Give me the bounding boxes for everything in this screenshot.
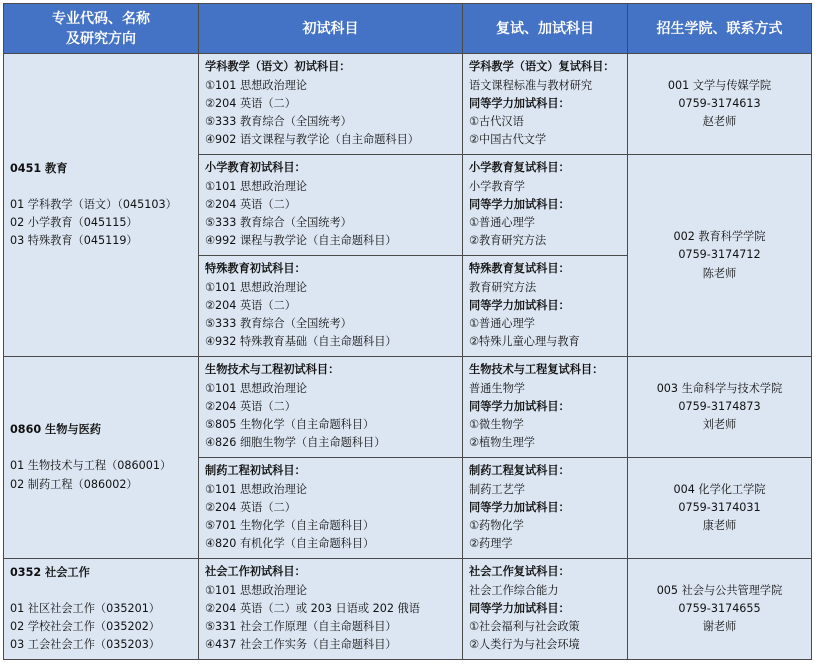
table-row [4, 357, 812, 458]
initial-subject-item: ⑤701 生物化学（自主命题科目） [205, 519, 375, 533]
initial-subjects-title: 生物技术与工程初试科目： [205, 363, 340, 377]
extra-subjects-title: 同等学力加试科目： [469, 197, 570, 211]
initial-subjects-title: 小学教育初试科目： [205, 161, 306, 175]
extra-subject-item: ①微生物学 [469, 418, 524, 432]
initial-subject-item: ⑤331 社会工作原理（自主命题科目） [205, 620, 397, 634]
initial-subject-item: ④820 有机化学（自主命题科目） [205, 537, 375, 551]
retest-subjects-title: 制药工程复试科目： [469, 464, 570, 478]
major-direction: 01 学科教学（语文）（045103） [10, 197, 177, 211]
retest-subject-item: 普通生物学 [469, 381, 525, 395]
initial-subject-item: ①101 思想政治理论 [205, 381, 308, 395]
college-phone: 0759-3174712 [678, 248, 761, 262]
college-phone: 0759-3174655 [678, 601, 761, 615]
college-contact: 陈老师 [702, 266, 737, 280]
initial-subject-item: ④437 社会工作实务（自主命题科目） [205, 638, 397, 652]
college-phone: 0759-3174031 [678, 500, 761, 514]
initial-subjects-cell [199, 256, 463, 357]
retest-subjects-cell [463, 458, 628, 559]
retest-subjects-cell [463, 357, 628, 458]
initial-subject-item: ②204 英语（二） [205, 500, 296, 514]
college-name: 005 社会与公共管理学院 [656, 583, 783, 597]
header-major-line1: 专业代码、名称 [52, 10, 150, 27]
initial-subject-item: ②204 英语（二） [205, 96, 296, 110]
college-name: 004 化学化工学院 [673, 482, 766, 496]
retest-subjects-cell [463, 155, 628, 256]
extra-subject-item: ①药物化学 [469, 519, 524, 533]
extra-subject-item: ②植物生理学 [469, 436, 535, 450]
initial-subject-item: ①101 思想政治理论 [205, 583, 308, 597]
extra-subject-item: ②药理学 [469, 537, 513, 551]
initial-subject-item: ⑤333 教育综合（全国统考） [205, 317, 352, 331]
extra-subject-item: ②教育研究方法 [469, 234, 547, 248]
extra-subjects-title: 同等学力加试科目： [469, 601, 570, 615]
major-cell [4, 559, 199, 660]
initial-subjects-cell [199, 155, 463, 256]
retest-subject-item: 语文课程标准与教材研究 [469, 78, 593, 92]
retest-subjects-cell [463, 559, 628, 660]
college-cell [628, 559, 812, 660]
major-direction: 01 社区社会工作（035201） [10, 601, 160, 615]
initial-subjects-title: 特殊教育初试科目： [205, 262, 306, 276]
header-initial: 初试科目 [199, 4, 463, 54]
major-direction: 03 特殊教育（045119） [10, 234, 138, 248]
header-row [4, 4, 812, 54]
initial-subject-item: ①101 思想政治理论 [205, 482, 308, 496]
header-college: 招生学院、联系方式 [628, 4, 812, 54]
retest-subjects-cell [463, 54, 628, 155]
header-major [4, 4, 199, 54]
college-cell [628, 458, 812, 559]
initial-subject-item: ④932 特殊教育基础（自主命题科目） [205, 335, 397, 349]
initial-subject-item: ⑤333 教育综合（全国统考） [205, 115, 352, 129]
college-cell [628, 357, 812, 458]
retest-subjects-title: 特殊教育复试科目： [469, 262, 570, 276]
extra-subjects-title: 同等学力加试科目： [469, 96, 570, 110]
college-contact: 谢老师 [702, 620, 737, 634]
table-body [4, 54, 812, 660]
college-cell [628, 54, 812, 155]
initial-subject-item: ①101 思想政治理论 [205, 280, 308, 294]
retest-subject-item: 教育研究方法 [469, 280, 537, 294]
college-phone: 0759-3174873 [678, 399, 761, 413]
major-name: 0860 生物与医药 [10, 423, 101, 437]
college-cell [628, 155, 812, 357]
college-name: 001 文学与传媒学院 [667, 78, 772, 92]
initial-subjects-cell [199, 357, 463, 458]
retest-subjects-title: 小学教育复试科目： [469, 161, 570, 175]
extra-subject-item: ①普通心理学 [469, 317, 535, 331]
extra-subject-item: ①古代汉语 [469, 115, 524, 129]
header-major-line2: 及研究方向 [66, 30, 136, 47]
extra-subject-item: ②人类行为与社会环境 [469, 638, 580, 652]
major-name: 0352 社会工作 [10, 565, 90, 579]
initial-subjects-cell [199, 559, 463, 660]
college-contact: 康老师 [702, 519, 737, 533]
retest-subject-item: 小学教育学 [469, 179, 525, 193]
initial-subjects-title: 社会工作初试科目： [205, 565, 306, 579]
initial-subject-item: ②204 英语（二） [205, 399, 296, 413]
table-row [4, 54, 812, 155]
retest-subjects-title: 生物技术与工程复试科目： [469, 363, 604, 377]
major-direction: 02 制药工程（086002） [10, 477, 138, 491]
initial-subject-item: ⑤805 生物化学（自主命题科目） [205, 418, 375, 432]
major-name: 0451 教育 [10, 161, 68, 175]
college-name: 002 教育科学学院 [673, 230, 766, 244]
major-cell [4, 357, 199, 559]
initial-subject-item: ②204 英语（二） [205, 298, 296, 312]
major-direction: 01 生物技术与工程（086001） [10, 459, 172, 473]
initial-subjects-cell [199, 54, 463, 155]
initial-subject-item: ②204 英语（二） [205, 197, 296, 211]
initial-subject-item: ④826 细胞生物学（自主命题科目） [205, 436, 386, 450]
extra-subject-item: ①社会福利与社会政策 [469, 620, 580, 634]
retest-subjects-title: 学科教学（语文）复试科目： [469, 60, 615, 74]
extra-subject-item: ②特殊儿童心理与教育 [469, 335, 580, 349]
initial-subject-item: ①101 思想政治理论 [205, 78, 308, 92]
extra-subjects-title: 同等学力加试科目： [469, 298, 570, 312]
initial-subject-item: ④902 语文课程与教学论（自主命题科目） [205, 133, 419, 147]
major-cell [4, 54, 199, 357]
retest-subject-item: 社会工作综合能力 [469, 583, 559, 597]
college-name: 003 生命科学与技术学院 [656, 381, 783, 395]
header-retest: 复试、加试科目 [463, 4, 628, 54]
initial-subjects-title: 制药工程初试科目： [205, 464, 306, 478]
major-direction: 03 工会社会工作（035203） [10, 638, 160, 652]
major-direction: 02 学校社会工作（035202） [10, 620, 160, 633]
initial-subject-item: ⑤333 教育综合（全国统考） [205, 216, 352, 230]
initial-subject-item: ①101 思想政治理论 [205, 179, 308, 193]
initial-subjects-cell [199, 458, 463, 559]
admission-table [3, 3, 812, 660]
initial-subject-item: ②204 英语（二）或 203 日语或 202 俄语 [205, 601, 420, 615]
extra-subject-item: ①普通心理学 [469, 216, 535, 230]
retest-subjects-cell [463, 256, 628, 357]
initial-subjects-title: 学科教学（语文）初试科目： [205, 60, 351, 74]
college-contact: 赵老师 [702, 115, 737, 129]
retest-subject-item: 制药工艺学 [469, 482, 525, 496]
major-direction: 02 小学教育（045115） [10, 216, 138, 229]
extra-subjects-title: 同等学力加试科目： [469, 399, 570, 413]
college-phone: 0759-3174613 [678, 96, 761, 110]
initial-subject-item: ④992 课程与教学论（自主命题科目） [205, 234, 397, 248]
extra-subjects-title: 同等学力加试科目： [469, 500, 570, 514]
table-row [4, 559, 812, 660]
college-contact: 刘老师 [702, 418, 737, 432]
extra-subject-item: ②中国古代文学 [469, 133, 547, 147]
retest-subjects-title: 社会工作复试科目： [469, 565, 570, 579]
